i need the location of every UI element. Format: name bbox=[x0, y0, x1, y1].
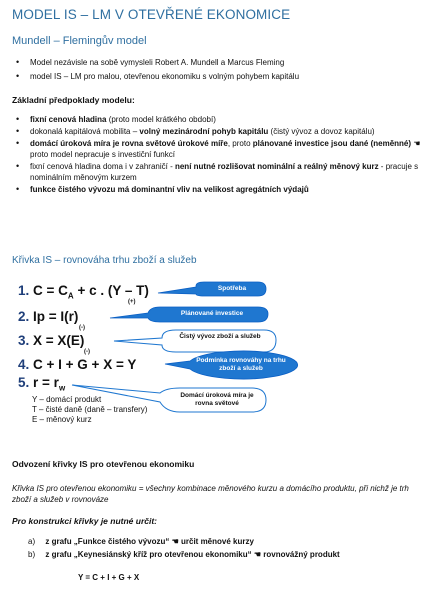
step-b bbox=[28, 549, 340, 560]
section-subtitle: Mundell – Flemingův model bbox=[12, 35, 147, 47]
derivation-text: Křivka IS pro otevřenou ekonomiku = všechny kombinace měnového kurzu a domácího produktu, při nichž je trh zboží a služeb v rovnováze bbox=[12, 484, 409, 504]
derivation-heading: Odvození křivky IS pro otevřenou ekonomiku bbox=[12, 459, 195, 469]
equation-1: 1. $C = C_A + c$ . (Y – T) bbox=[18, 283, 149, 301]
equation-1-sign: (+) bbox=[128, 299, 136, 305]
callout-consumption: Spotřeba bbox=[217, 285, 247, 292]
final-equation: Y = C + I + G + X bbox=[78, 573, 140, 582]
equation-4: 4. C + I + G + X = Y bbox=[18, 357, 137, 372]
legend-item: Y – domácí produkt bbox=[32, 395, 102, 404]
callout-planned-investment: Plánované investice bbox=[180, 310, 244, 317]
assumption-item: • fixní cenová hladina doma i v zahraničí - není nutné rozlišovat nominální a reálný měnový kurz - pracuje s nominálním měnovým kurzem bbox=[0, 161, 422, 183]
equation-5: 5. $r = r_w$ bbox=[18, 375, 66, 393]
legend-item: E – měnový kurz bbox=[32, 415, 92, 424]
equation-3: 3. X = X(E) bbox=[18, 333, 85, 348]
step-text: z grafu „Keynesiánský kříž pro otevřenou ekonomiku“ ☚ rovnovážný produkt bbox=[45, 550, 340, 559]
legend-item: T – čisté daně (daně – transfery) bbox=[32, 405, 148, 414]
assumption-item: • fixní cenová hladina (proto model krátkého období) bbox=[0, 114, 420, 125]
assumptions-heading: Základní předpoklady modelu: bbox=[12, 95, 135, 105]
step-a bbox=[28, 536, 254, 547]
variable-legend bbox=[32, 395, 147, 425]
step-marker: b) bbox=[28, 550, 36, 559]
callout-equilibrium-condition: Podmínka rovnováhy na trhu zboží a služeb bbox=[196, 357, 286, 372]
equation-2-sign: (-) bbox=[79, 325, 85, 331]
equation-2: 2. Ip = I(r) bbox=[18, 309, 79, 324]
assumption-item: • dokonalá kapitálová mobilita – volný mezinárodní pohyb kapitálu (čistý vývoz a dovoz kapitálu) bbox=[0, 126, 410, 137]
callout-net-export: Čistý vývoz zboží a služeb bbox=[179, 333, 261, 340]
intro-item: • Model nezávisle na sobě vymysleli Robert A. Mundell a Marcus Fleming bbox=[0, 57, 420, 68]
construction-heading: Pro konstrukci křivky je nutné určit: bbox=[12, 516, 158, 526]
step-text: z grafu „Funkce čistého vývozu“ ☚ určit měnové kurzy bbox=[45, 537, 254, 546]
is-curve-heading: Křivka IS – rovnováha trhu zboží a služeb bbox=[12, 255, 197, 266]
intro-item: • model IS – LM pro malou, otevřenou ekonomiku s volným pohybem kapitálu bbox=[0, 71, 420, 82]
assumption-item: • domácí úroková míra je rovna světové úrokové míře, proto plánované investice jsou dané (neměnné) ☚ proto model nepracuje s investiční funkcí bbox=[0, 138, 422, 160]
equation-3-sign: (-) bbox=[84, 349, 90, 355]
step-marker: a) bbox=[28, 537, 36, 546]
callout-interest-rate: Domácí úroková míra je rovna světové bbox=[180, 392, 254, 407]
page-title: MODEL IS – LM V OTEVŘENÉ EKONOMICE bbox=[12, 7, 291, 22]
assumption-item: • funkce čistého vývozu má dominantní vliv na velikost agregátních výdajů bbox=[0, 184, 420, 195]
